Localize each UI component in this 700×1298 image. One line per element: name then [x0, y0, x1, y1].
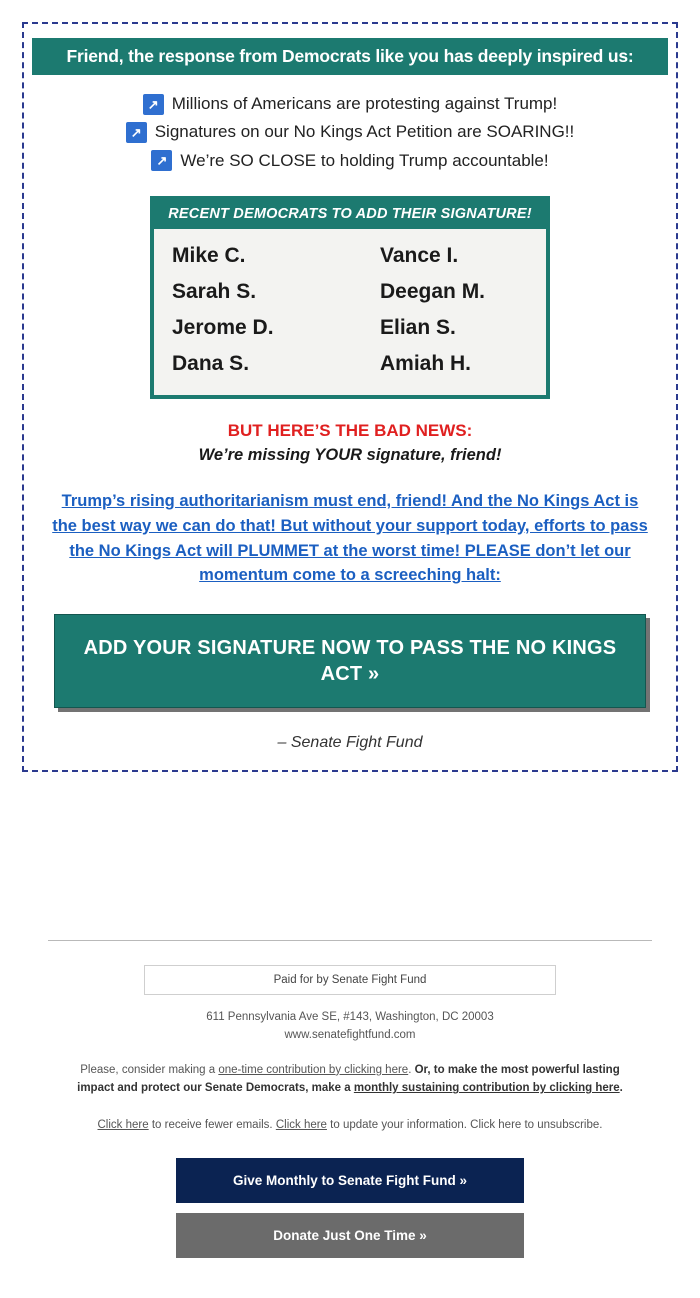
email-content-box	[22, 22, 678, 772]
fewer-emails-link[interactable]: Click here	[97, 1118, 149, 1131]
footer-button-group	[0, 1158, 700, 1286]
missing-signature-line: We’re missing YOUR signature, friend!	[198, 446, 502, 465]
signatures-grid	[154, 229, 546, 395]
address-line-2: www.senatefightfund.com	[284, 1028, 416, 1041]
bullet-text: Signatures on our No Kings Act Petition are SOARING!!	[154, 122, 575, 142]
disclaimer-text-3: .	[619, 1082, 623, 1095]
recent-signatures-card	[150, 196, 550, 399]
contribution-disclaimer	[65, 1061, 635, 1098]
unsub-text-1: to receive fewer emails.	[148, 1118, 276, 1131]
unsub-text-2: to update your information. Click here to unsubscribe.	[326, 1118, 603, 1131]
add-signature-button[interactable]: ADD YOUR SIGNATURE NOW TO PASS THE NO KINGS ACT »	[54, 614, 646, 708]
list-item	[32, 119, 668, 145]
list-item: Mike C.	[172, 244, 246, 268]
disclaimer-text-2: .	[408, 1063, 415, 1076]
one-time-contribution-link[interactable]: one-time contribution by clicking here	[218, 1063, 409, 1076]
list-item: Dana S.	[172, 352, 250, 376]
bad-news-heading: BUT HERE’S THE BAD NEWS:	[227, 421, 473, 441]
bullet-text: We’re SO CLOSE to holding Trump accountable!	[180, 150, 549, 170]
bullet-list	[32, 91, 668, 174]
arrow-up-right-icon: ↗	[151, 150, 172, 171]
signatures-card-header: RECENT DEMOCRATS TO ADD THEIR SIGNATURE!	[154, 200, 546, 229]
paid-for-disclosure: Paid for by Senate Fight Fund	[144, 965, 556, 995]
cta-container	[54, 614, 646, 708]
email-body	[0, 22, 700, 1286]
arrow-up-right-icon: ↗	[143, 94, 164, 115]
headline: Friend, the response from Democrats like you has deeply inspired us:	[32, 38, 668, 75]
address-line-1: 611 Pennsylvania Ave SE, #143, Washington, DC 20003	[206, 1011, 494, 1024]
monthly-contribution-link[interactable]: monthly sustaining contribution by clicking here	[353, 1082, 620, 1095]
give-monthly-button[interactable]: Give Monthly to Senate Fight Fund »	[176, 1158, 524, 1203]
arrow-up-right-icon: ↗	[126, 122, 147, 143]
bullet-text: Millions of Americans are protesting against Trump!	[171, 94, 558, 114]
list-item: Amiah H.	[380, 352, 472, 376]
donate-one-time-button[interactable]: Donate Just One Time »	[176, 1213, 524, 1258]
list-item	[32, 91, 668, 117]
mailing-address	[0, 1009, 700, 1045]
footer-divider	[48, 940, 652, 941]
list-item: Vance I.	[380, 244, 459, 268]
body-appeal-link[interactable]: Trump’s rising authoritarianism must end, friend! And the No Kings Act is the best way we can do that! But without your support today, efforts to pass the No Kings Act will PLUMMET at the worst time! PLEASE don’t let our momentum come to a screeching halt:	[52, 492, 648, 585]
signoff: – Senate Fight Fund	[277, 734, 423, 752]
list-item: Sarah S.	[172, 280, 257, 304]
list-item: Elian S.	[380, 316, 456, 340]
unsubscribe-line	[50, 1116, 650, 1134]
update-info-link[interactable]: Click here	[275, 1118, 327, 1131]
email-footer	[0, 940, 700, 1286]
list-item	[32, 148, 668, 174]
disclaimer-bold-text: Or, to make the most powerful lasting impact and protect our Senate Democrats, make a	[77, 1063, 620, 1095]
list-item: Deegan M.	[380, 280, 486, 304]
list-item: Jerome D.	[172, 316, 274, 340]
disclaimer-text-1: Please, consider making a	[80, 1063, 219, 1076]
